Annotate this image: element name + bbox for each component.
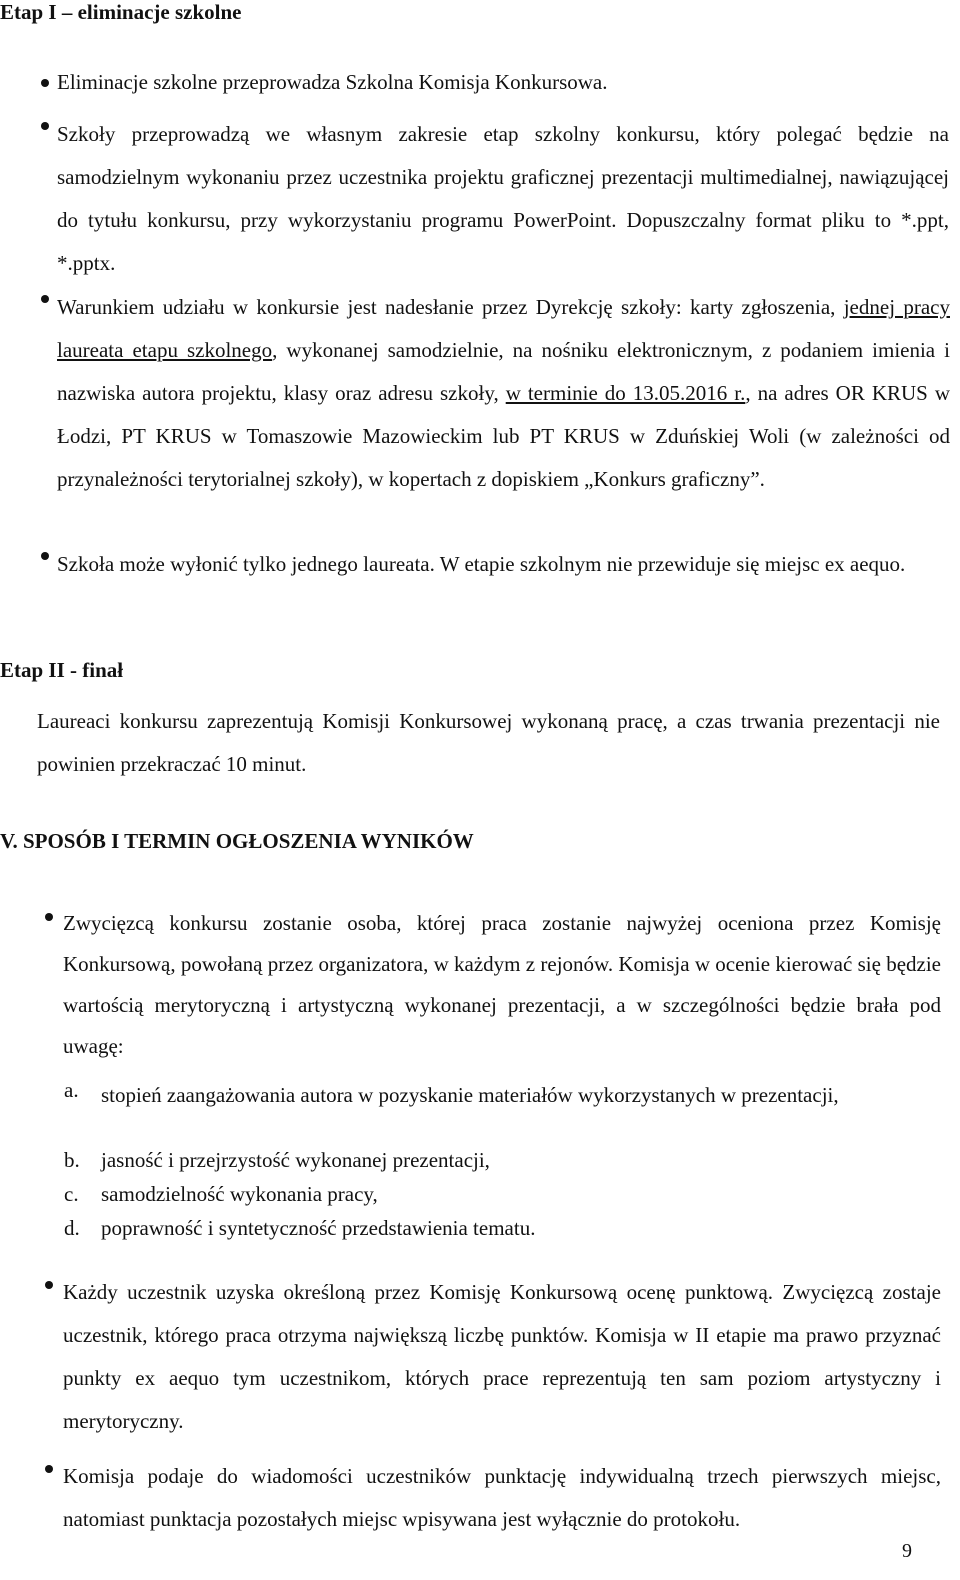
deadline-phrase: w terminie do 13.05.2016 r. <box>505 381 746 405</box>
bullet-3-text: , wykonanej samodzielnie, na nośniku elektronicznym, z podaniem imienia i nazwiska autora projektu, klasy oraz adresu szkoły, <box>57 338 950 405</box>
criteria-item <box>64 1148 944 1182</box>
criteria-item <box>64 1078 944 1148</box>
etap1-heading: Etap I – eliminacje szkolne <box>0 0 242 24</box>
bullet-3-text: , na adres OR KRUS w Łodzi, PT KRUS w Tomaszowie Mazowieckim lub PT KRUS w Zduńskiej Woli (w zależności od przynależności terytorialnej szkoły), w kopertach z dopiskiem „Konkurs graficzny”. <box>57 381 950 491</box>
bullet-3-text: Warunkiem udziału w konkursie jest nadesłanie przez Dyrekcję szkoły: karty zgłoszenia, <box>57 295 844 319</box>
criteria-letter: a. <box>64 1078 79 1102</box>
bullet-dot <box>45 913 53 921</box>
section-v-bullet-3: Komisja podaje do wiadomości uczestników punktację indywidualną trzech pierwszych miejsc, natomiast punktacja pozostałych miejsc wpisywana jest wyłącznie do protokołu. <box>63 1464 941 1531</box>
criteria-text: jasność i przejrzystość wykonanej prezentacji, <box>101 1148 490 1172</box>
bullet-dot <box>41 295 49 303</box>
bullet-dot <box>41 122 49 130</box>
criteria-text: stopień zaangażowania autora w pozyskanie materiałów wykorzystanych w prezentacji, <box>101 1083 839 1107</box>
criteria-letter: d. <box>64 1216 80 1240</box>
page-number: 9 <box>902 1540 912 1562</box>
etap1-bullet-4: Szkoła może wyłonić tylko jednego laureata. W etapie szkolnym nie przewiduje się miejsc ex aequo. <box>57 552 906 576</box>
criteria-letter: c. <box>64 1182 79 1206</box>
underlined-phrase: jednej pracy laureata etapu szkolnego <box>57 295 950 362</box>
criteria-item <box>64 1216 944 1250</box>
bullet-dot <box>41 79 49 87</box>
criteria-text: samodzielność wykonania pracy, <box>101 1182 378 1206</box>
bullet-dot <box>45 1281 53 1289</box>
section-v-heading: V. SPOSÓB I TERMIN OGŁOSZENIA WYNIKÓW <box>0 829 474 853</box>
bullet-dot <box>45 1465 53 1473</box>
section-v-bullet-1: Zwycięzcą konkursu zostanie osoba, której praca zostanie najwyżej oceniona przez Komisję Konkursową, powołaną przez organizatora, w każdym z rejonów. Komisja w ocenie kierować się będzie wartością merytoryczną i artystyczną wykonanej prezentacji, a w szczególności będzie brała pod uwagę: <box>63 911 941 1058</box>
section-v-bullet-2: Każdy uczestnik uzyska określoną przez Komisję Konkursową ocenę punktową. Zwycięzcą zostaje uczestnik, którego praca otrzyma największą liczbę punktów. Komisja w II etapie ma prawo przyznać punkty ex aequo tym uczestnikom, których prace reprezentują ten sam poziom artystyczny i merytoryczny. <box>63 1280 941 1433</box>
etap1-bullet-1: Eliminacje szkolne przeprowadza Szkolna Komisja Konkursowa. <box>57 70 608 94</box>
bullet-dot <box>41 552 49 560</box>
criteria-text: poprawność i syntetyczność przedstawienia tematu. <box>101 1216 536 1240</box>
criteria-letter: b. <box>64 1148 80 1172</box>
etap2-heading: Etap II - finał <box>0 658 124 682</box>
criteria-item <box>64 1182 944 1216</box>
etap2-text: Laureaci konkursu zaprezentują Komisji Konkursowej wykonaną pracę, a czas trwania prezentacji nie powinien przekraczać 10 minut. <box>37 709 940 776</box>
etap1-bullet-2: Szkoły przeprowadzą we własnym zakresie etap szkolny konkursu, który polegać będzie na samodzielnym wykonaniu przez uczestnika projektu graficznej prezentacji multimedialnej, nawiązującej do tytułu konkursu, przy wykorzystaniu programu PowerPoint. Dopuszczalny format pliku to *.ppt, *.pptx. <box>57 122 949 275</box>
etap1-bullet-3 <box>57 286 950 501</box>
